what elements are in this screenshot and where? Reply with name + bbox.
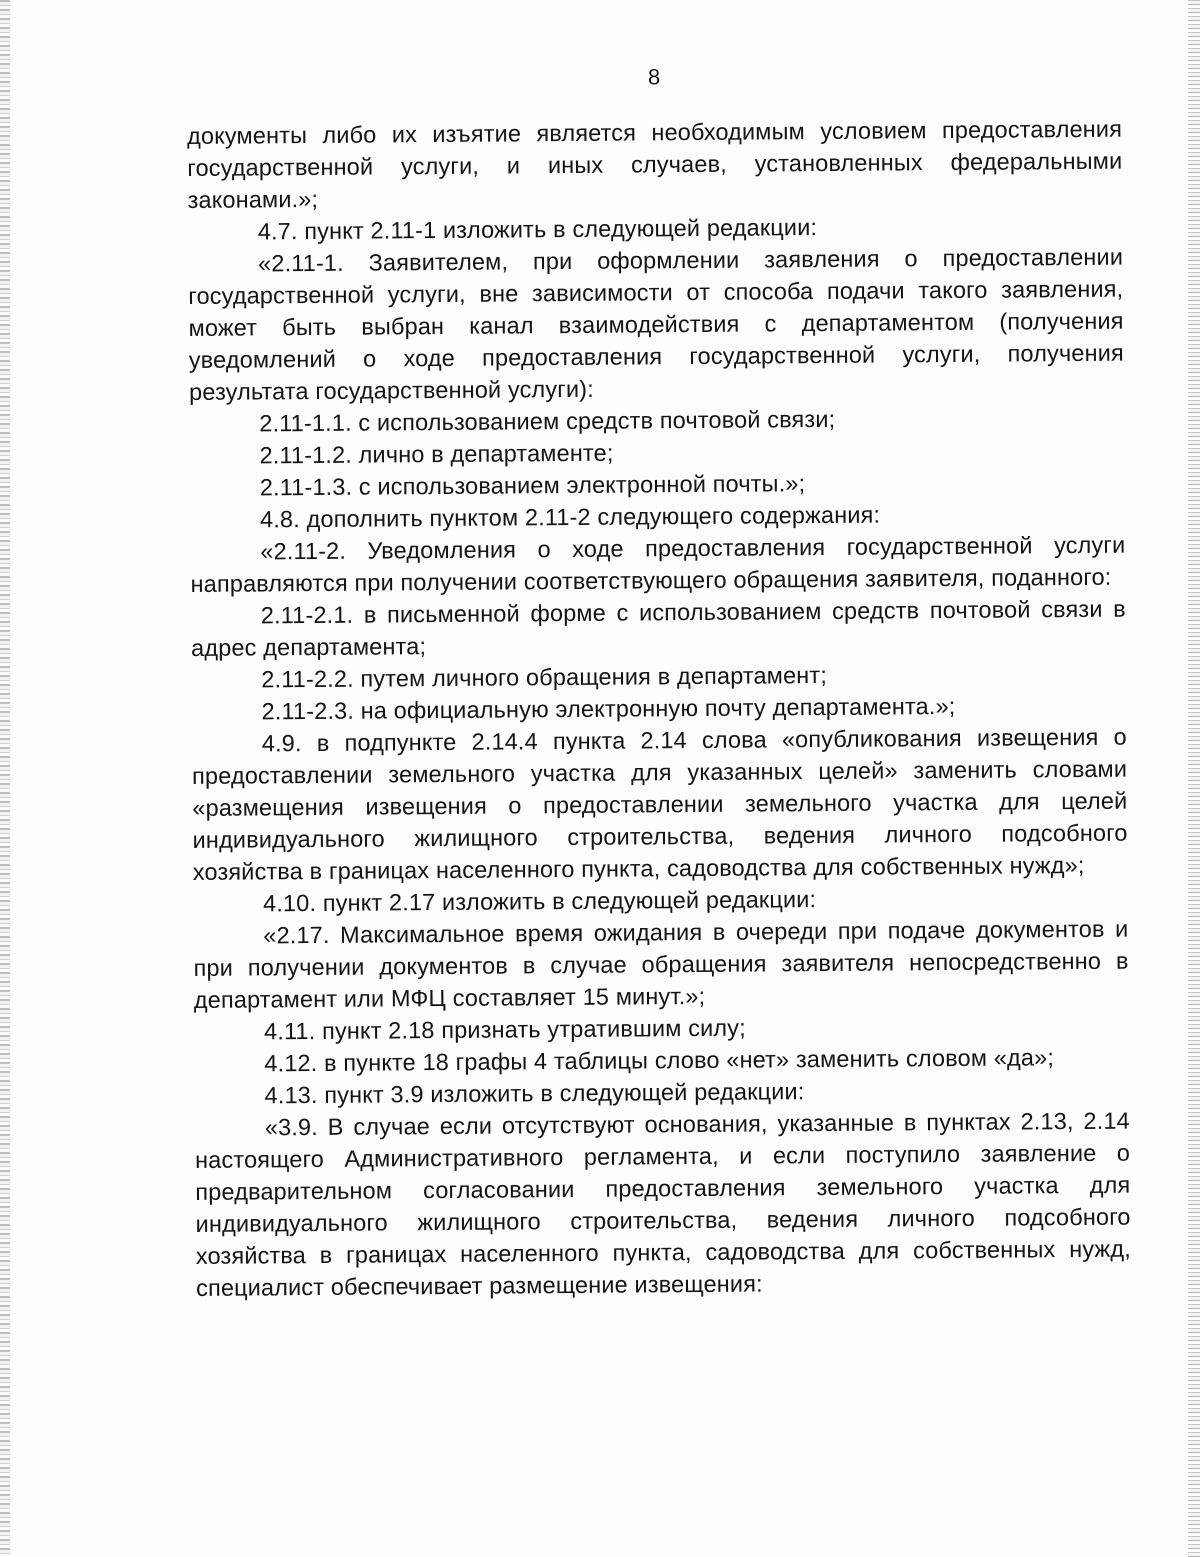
paragraph-2-11-1: «2.11-1. Заявителем, при оформлении заявления о предоставлении государственной услуги, вне зависимости от способа подачи такого заявления, может быть выбран канал взаимодействия с департаментом (получения уведомлений о ходе предоставления государственной услуги, получения результата государственной услуги):	[188, 243, 1124, 405]
paragraph-2-11-2-3: 2.11-2.3. на официальную электронную почту департамента.»;	[261, 692, 956, 725]
paragraph-2-11-1-3: 2.11-1.3. с использованием электронной почты.»;	[259, 470, 806, 501]
scan-edge-left	[0, 0, 10, 1557]
paragraph-item-4-7: 4.7. пункт 2.11-1 изложить в следующей редакции:	[257, 214, 818, 245]
paragraph-item-4-12: 4.12. в пункте 18 графы 4 таблицы слово «нет» заменить словом «да»;	[264, 1044, 1055, 1077]
paragraph-continuation: документы либо их изъятие является необходимым условием предоставления государственной услуги, и иных случаев, установленных федеральными законами.»;	[186, 115, 1123, 213]
paragraph-item-4-13: 4.13. пункт 3.9 изложить в следующей редакции:	[264, 1078, 805, 1109]
document-page	[186, 0, 1133, 1557]
paragraph-item-4-9: 4.9. в подпункте 2.14.4 пункта 2.14 слова «опубликования извещения о предоставлении земельного участка для указанных целей» заменить словами «размещения извещения о предоставлении земельного участка для целей индивидуального жилищного строительства, ведения личного подсобного хозяйства в границах населенного пункта, садоводства для собственных нужд»;	[191, 723, 1128, 885]
paragraph-item-4-10: 4.10. пункт 2.17 изложить в следующей редакции:	[262, 886, 817, 917]
paragraph-item-4-8: 4.8. дополнить пунктом 2.11-2 следующего содержания:	[259, 501, 881, 533]
paragraph-item-4-11: 4.11. пункт 2.18 признать утратившим силу;	[264, 1014, 746, 1045]
paragraph-2-11-1-2: 2.11-1.2. лично в департаменте;	[259, 439, 614, 469]
page-number: 8	[647, 64, 661, 90]
paragraph-2-11-2-2: 2.11-2.2. путем личного обращения в департамент;	[261, 661, 828, 693]
document-body	[187, 113, 1131, 1304]
paragraph-2-11-2: «2.11-2. Уведомления о ходе предоставления государственной услуги направляются при получении соответствующего обращения заявителя, поданного:	[190, 531, 1126, 597]
paragraph-2-11-1-1: 2.11-1.1. с использованием средств почтовой связи;	[259, 405, 836, 437]
paragraph-3-9: «3.9. В случае если отсутствуют основания, указанные в пунктах 2.13, 2.14 настоящего Административного регламента, и если поступило заявление о предварительном согласовании предоставления земельного участка для индивидуального жилищного строительства, ведения личного подсобного хозяйства в границах населенного пункта, садоводства для собственных нужд, специалист обеспечивает размещение извещения:	[195, 1107, 1131, 1301]
scan-edge-right	[1188, 0, 1200, 1557]
paragraph-2-11-2-1: 2.11-2.1. в письменной форме с использованием средств почтовой связи в адрес департамента;	[190, 595, 1126, 661]
paragraph-2-17: «2.17. Максимальное время ожидания в очереди при подаче документов и при получении документов в случае обращения заявителя непосредственно в департамент или МФЦ составляет 15 минут.»;	[193, 915, 1129, 1013]
